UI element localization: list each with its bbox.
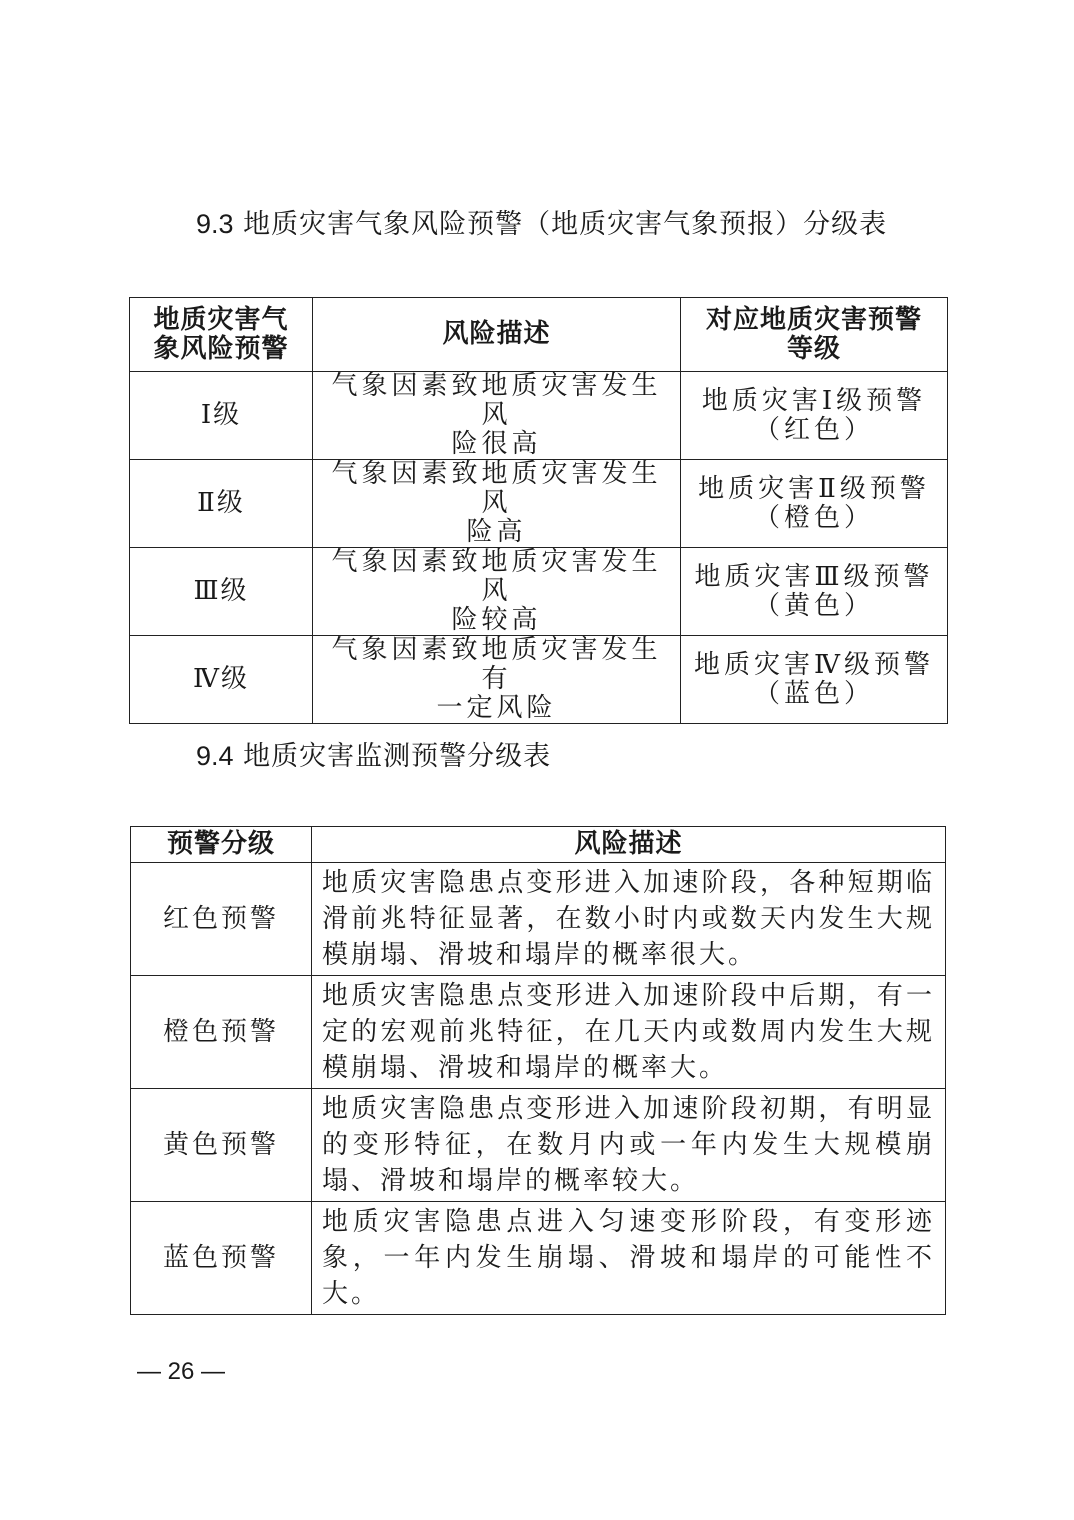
- table-row: [130, 460, 948, 548]
- table-row: [130, 548, 948, 636]
- description-cell: 地质灾害隐患点变形进入加速阶段中后期，有一定的宏观前兆特征，在几天内或数周内发生大规模崩塌、滑坡和塌岸的概率大。: [312, 976, 946, 1089]
- grade-cell: Ⅳ级: [130, 636, 313, 724]
- description-cell: 地质灾害隐患点变形进入加速阶段，各种短期临滑前兆特征显著，在数小时内或数天内发生大规模崩塌、滑坡和塌岸的概率很大。: [312, 863, 946, 976]
- warning-color: （橙色）: [753, 502, 874, 533]
- table-row: [131, 1089, 946, 1202]
- description-line: 气象因素致地质灾害发生有: [331, 635, 662, 694]
- grade-cell: Ⅰ级: [130, 372, 313, 460]
- description-line: 一定风险: [436, 693, 557, 723]
- description-line: 险高: [466, 517, 527, 547]
- table-header-row: [131, 827, 946, 863]
- description-cell: [313, 460, 681, 548]
- grade-cell: Ⅱ级: [130, 460, 313, 548]
- header-risk-description: 风险描述: [313, 298, 681, 372]
- warning-color: （蓝色）: [753, 678, 874, 709]
- level-cell: 橙色预警: [131, 976, 312, 1089]
- table1-title: [196, 202, 887, 241]
- description-line: 气象因素致地质灾害发生风: [331, 459, 662, 518]
- header-warning-grade: 预警分级: [131, 827, 312, 863]
- description-cell: [313, 372, 681, 460]
- table2-title-number: 9.4: [196, 741, 234, 771]
- grade-cell: Ⅲ级: [130, 548, 313, 636]
- table-row: [130, 636, 948, 724]
- warning-cell: [681, 460, 948, 548]
- table1-title-text: 地质灾害气象风险预警（地质灾害气象预报）分级表: [243, 209, 888, 240]
- header-line: 等级: [786, 333, 841, 364]
- description-line: 险较高: [451, 605, 542, 635]
- level-cell: 红色预警: [131, 863, 312, 976]
- table-header-row: [130, 298, 948, 372]
- table-row: [131, 1202, 946, 1315]
- header-risk-description: 风险描述: [312, 827, 946, 863]
- table1-title-number: 9.3: [196, 209, 234, 239]
- level-cell: 黄色预警: [131, 1089, 312, 1202]
- header-line: 对应地质灾害预警: [705, 304, 922, 335]
- description-cell: [313, 636, 681, 724]
- description-line: 气象因素致地质灾害发生风: [331, 547, 662, 606]
- table2-title-text: 地质灾害监测预警分级表: [243, 741, 552, 772]
- description-cell: [313, 548, 681, 636]
- description-cell: 地质灾害隐患点变形进入加速阶段初期，有明显的变形特征，在数月内或一年内发生大规模崩塌、滑坡和塌岸的概率较大。: [312, 1089, 946, 1202]
- header-line: 地质灾害气: [153, 304, 289, 335]
- description-line: 险很高: [451, 429, 542, 459]
- warning-color: （红色）: [753, 414, 874, 445]
- header-risk-warning: [130, 298, 313, 372]
- warning-cell: [681, 636, 948, 724]
- meteorological-risk-warning-table: [129, 297, 948, 724]
- warning-line: 地质灾害Ⅱ级预警: [698, 473, 930, 504]
- description-cell: 地质灾害隐患点进入匀速变形阶段，有变形迹象，一年内发生崩塌、滑坡和塌岸的可能性不大。: [312, 1202, 946, 1315]
- warning-cell: [681, 372, 948, 460]
- header-warning-level: [681, 298, 948, 372]
- table-row: [130, 372, 948, 460]
- level-cell: 蓝色预警: [131, 1202, 312, 1315]
- description-line: 气象因素致地质灾害发生风: [331, 371, 662, 430]
- warning-cell: [681, 548, 948, 636]
- warning-color: （黄色）: [753, 590, 874, 621]
- monitoring-warning-table: [130, 826, 946, 1315]
- page-number: — 26 —: [137, 1358, 226, 1385]
- table2-title: [196, 734, 551, 773]
- warning-line: 地质灾害Ⅲ级预警: [694, 561, 934, 592]
- warning-line: 地质灾害Ⅰ级预警: [701, 385, 927, 416]
- header-line: 象风险预警: [153, 333, 289, 364]
- warning-line: 地质灾害Ⅳ级预警: [694, 649, 934, 680]
- table-row: [131, 863, 946, 976]
- table-row: [131, 976, 946, 1089]
